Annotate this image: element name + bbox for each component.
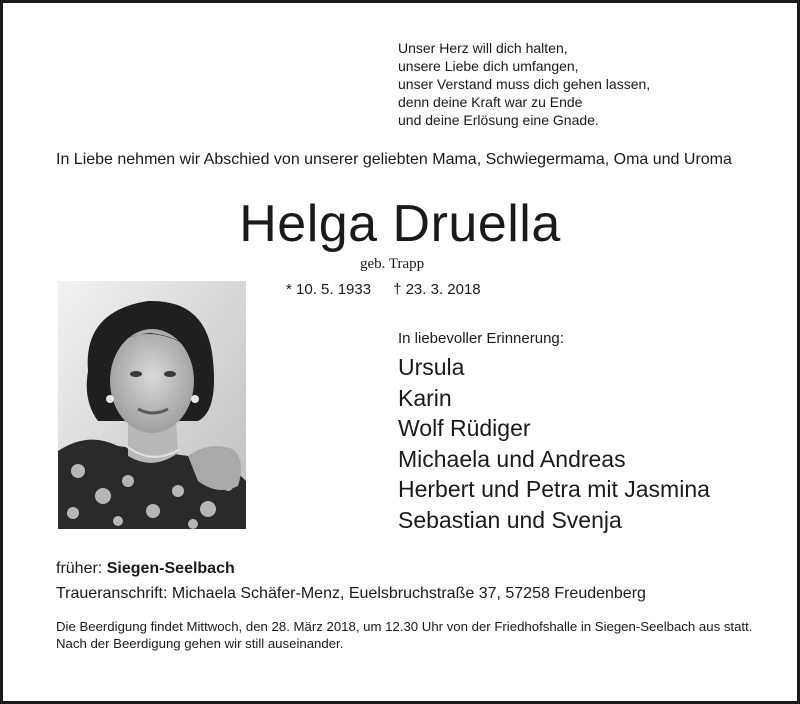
poem-line: Unser Herz will dich halten, — [398, 40, 568, 56]
mourner-name: Herbert und Petra mit Jasmina — [398, 476, 710, 502]
deceased-name: Helga Druella — [239, 195, 561, 253]
birth-name: geb. Trapp — [360, 256, 425, 272]
intro-text: In Liebe nehmen wir Abschied von unserer geliebten Mama, Schwiegermama, Oma und Uroma — [56, 151, 732, 168]
poem-line: und deine Erlösung eine Gnade. — [398, 112, 599, 128]
mourner-name: Wolf Rüdiger — [398, 415, 531, 441]
mourner-name: Karin — [398, 384, 452, 411]
life-dates — [286, 281, 481, 299]
mourner-name: Ursula — [398, 354, 465, 380]
former-residence — [56, 559, 235, 578]
birth-date: * 10. 5. 1933 — [286, 281, 372, 298]
mourners-list — [398, 352, 710, 535]
death-date: † 23. 3. 2018 — [393, 281, 481, 298]
memory-heading: In liebevoller Erinnerung: — [398, 330, 564, 347]
poem-line: unser Verstand muss dich gehen lassen, — [398, 76, 651, 92]
former-label: früher: — [56, 560, 103, 577]
mourning-address: Traueranschrift: Michaela Schäfer-Menz, Euelsbruchstraße 37, 57258 Freudenberg — [56, 585, 646, 602]
poem-line: unsere Liebe dich umfangen, — [398, 58, 579, 74]
portrait-photo — [58, 281, 246, 529]
former-place: Siegen-Seelbach — [106, 560, 235, 577]
funeral-info — [56, 618, 756, 652]
mourner-name: Sebastian und Svenja — [398, 506, 622, 533]
poem — [398, 39, 650, 129]
funeral-details: Die Beerdigung findet Mittwoch, den 28. März 2018, um 12.30 Uhr von der Friedhofshalle in Siegen-Seelbach aus statt. — [56, 619, 753, 634]
mourner-name: Michaela und Andreas — [398, 445, 626, 472]
funeral-note: Nach der Beerdigung gehen wir still auseinander. — [56, 636, 344, 651]
poem-line: denn deine Kraft war zu Ende — [398, 94, 583, 110]
